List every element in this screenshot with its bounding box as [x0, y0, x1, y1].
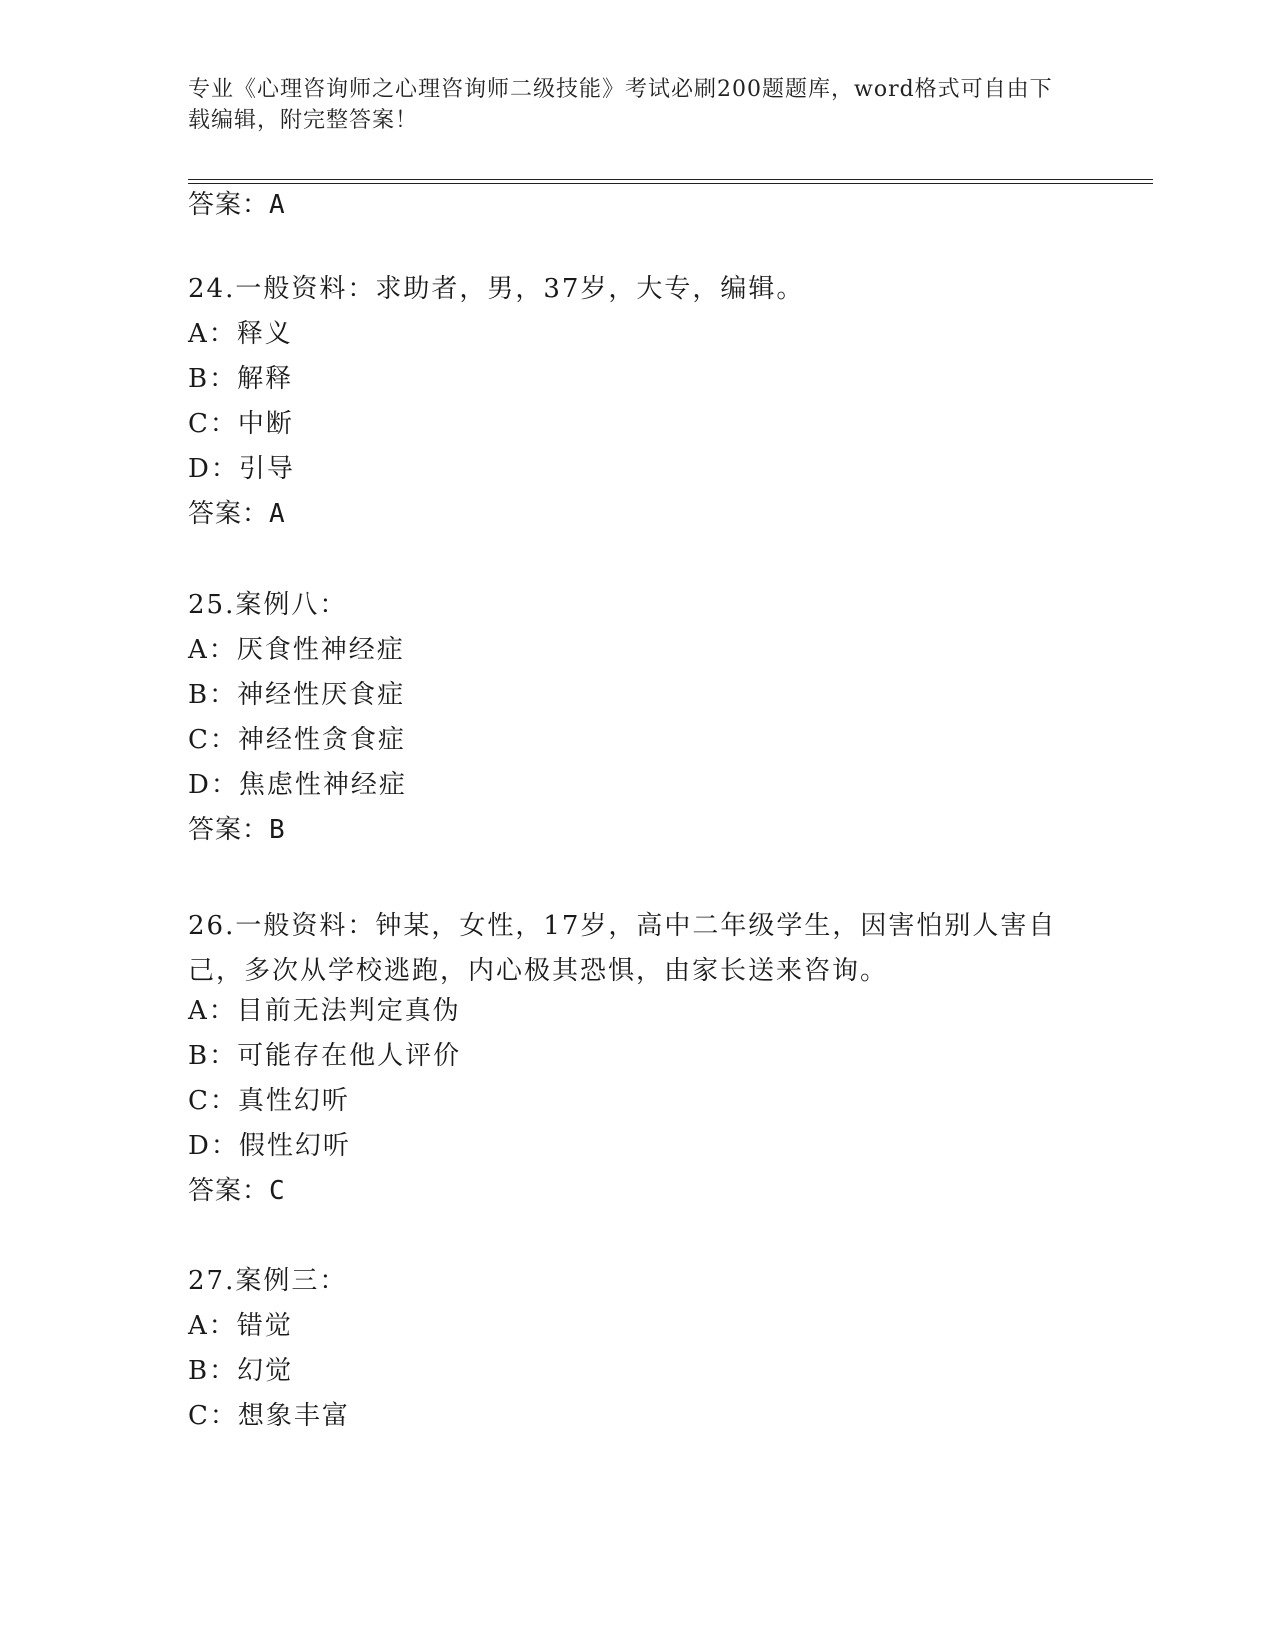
answer-value: A: [269, 499, 286, 529]
question-25-answer: [188, 813, 286, 847]
question-24-option-b: B：解释: [188, 364, 294, 394]
question-24-stem: 24.一般资料：求助者，男，37岁，大专，编辑。: [188, 274, 805, 304]
answer-label: 答案：: [188, 190, 270, 220]
question-24-answer: [188, 497, 286, 531]
answer-label: 答案：: [188, 815, 270, 845]
answer-value: B: [269, 815, 286, 845]
question-26-option-b: B：可能存在他人评价: [188, 1041, 462, 1071]
question-25-option-b: B：神经性厌食症: [188, 680, 406, 710]
question-27-option-c: C：想象丰富: [188, 1401, 350, 1431]
question-26-option-d: D：假性幻听: [188, 1131, 351, 1161]
header-divider: [188, 179, 1153, 184]
question-27-stem: 27.案例三：: [188, 1266, 348, 1296]
answer-label: 答案：: [188, 1176, 270, 1206]
question-25-option-c: C：神经性贪食症: [188, 725, 406, 755]
question-27-option-b: B：幻觉: [188, 1356, 294, 1386]
question-26-option-c: C：真性幻听: [188, 1086, 350, 1116]
document-header: 专业《心理咨询师之心理咨询师二级技能》考试必刷200题题库，word格式可自由下载编辑，附完整答案！: [188, 77, 1053, 133]
question-25-option-d: D：焦虑性神经症: [188, 770, 407, 800]
question-25-option-a: A：厌食性神经症: [188, 635, 405, 665]
question-26-option-a: A：目前无法判定真伪: [188, 996, 461, 1026]
question-25-stem: 25.案例八：: [188, 590, 348, 620]
answer-value: C: [269, 1176, 286, 1206]
answer-label: 答案：: [188, 499, 270, 529]
question-27-option-a: A：错觉: [188, 1311, 293, 1341]
question-24-option-c: C：中断: [188, 409, 294, 439]
answer-line-prev: [188, 188, 286, 222]
answer-value: A: [269, 190, 286, 220]
question-26-answer: [188, 1174, 286, 1208]
question-24-option-a: A：释义: [188, 319, 293, 349]
question-24-option-d: D：引导: [188, 454, 295, 484]
question-26-stem: 26.一般资料：钟某，女性，17岁，高中二年级学生，因害怕别人害自己，多次从学校逃跑，内心极其恐惧，由家长送来咨询。: [188, 911, 1057, 986]
